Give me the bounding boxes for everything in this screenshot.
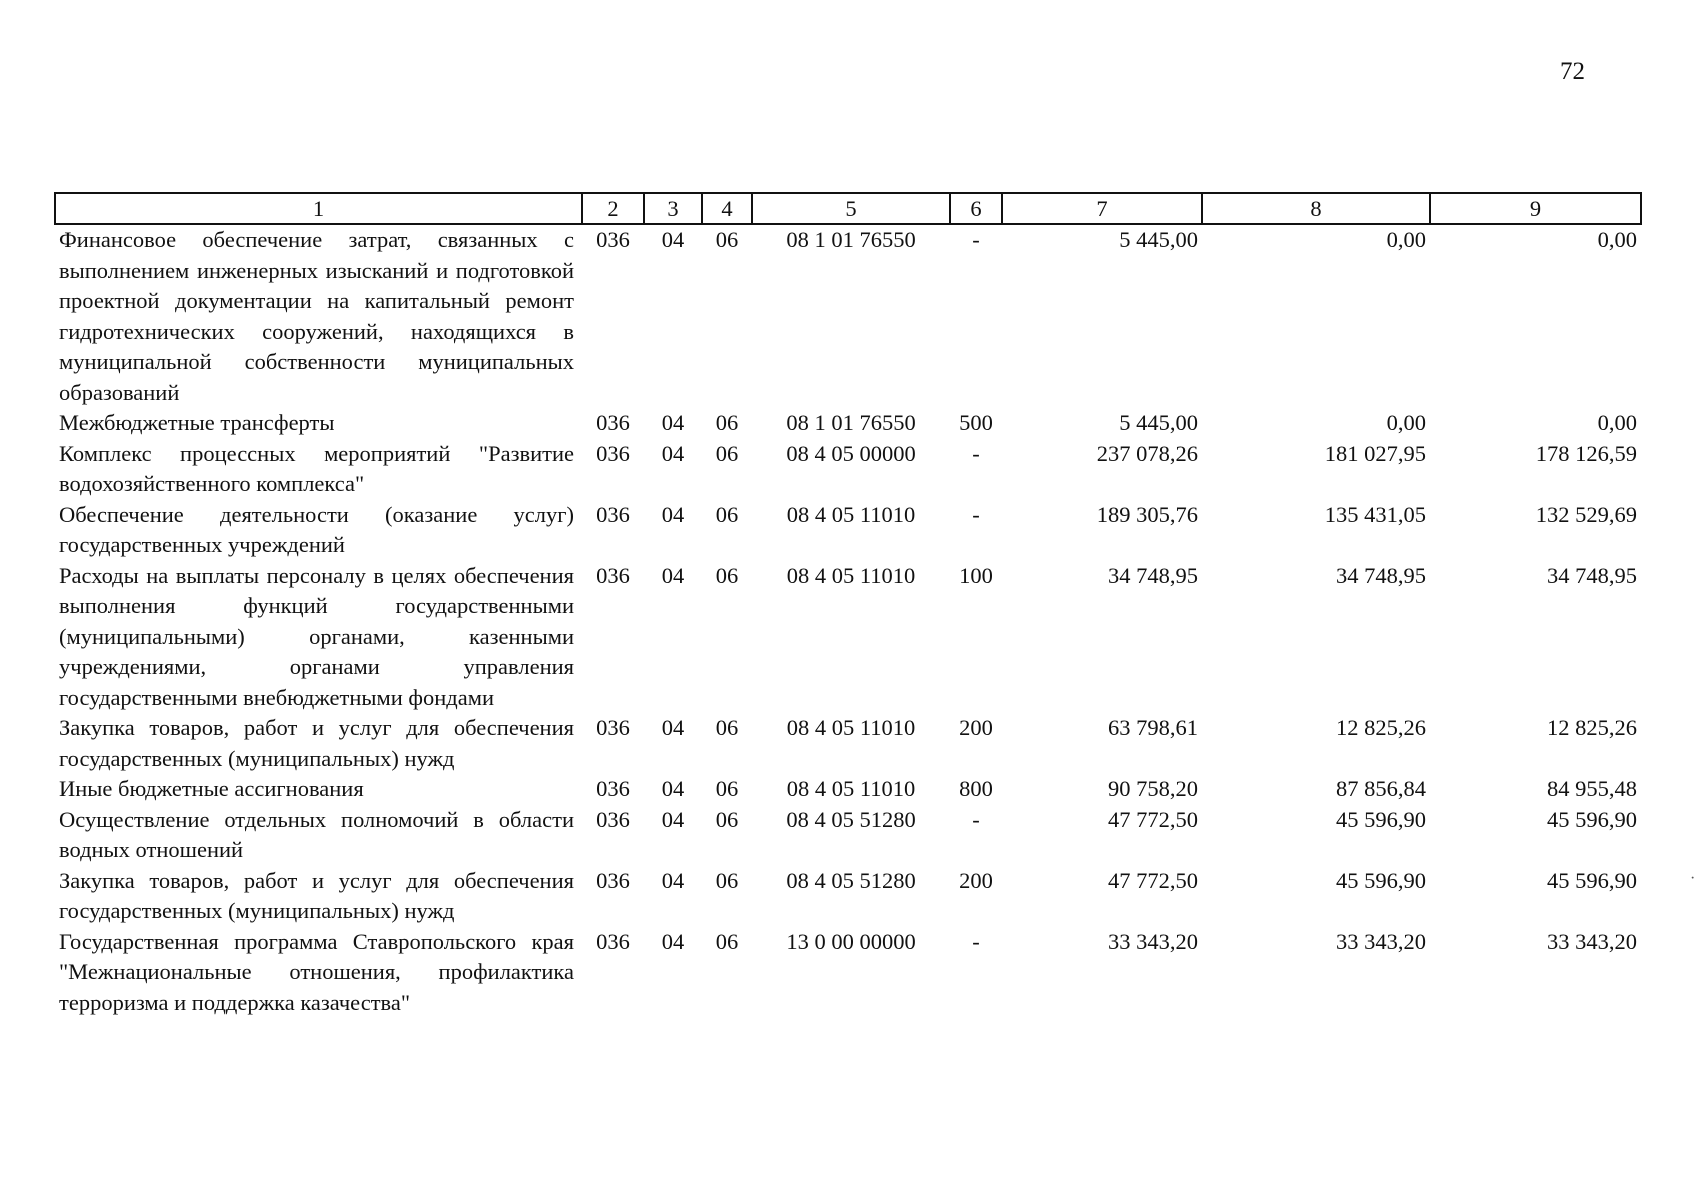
row-name: Обеспечение деятельности (оказание услуг) государственных учреждений (59, 501, 574, 557)
row-admin-code: 036 (596, 227, 630, 252)
row-amount-7: 33 343,20 (1108, 928, 1198, 954)
row-target-article: 08 4 05 51280 (786, 806, 916, 832)
header-col-5: 5 (752, 193, 950, 224)
row-admin-code: 036 (596, 440, 630, 466)
row-amount-8: 33 343,20 (1336, 928, 1426, 954)
row-expense-type: - (972, 227, 980, 252)
row-expense-type: 200 (959, 867, 993, 893)
row-target-article: 13 0 00 00000 (786, 928, 916, 954)
row-section: 04 (661, 562, 685, 588)
row-target-article: 08 4 05 11010 (786, 715, 916, 740)
row-amount-9: 34 748,95 (1547, 562, 1637, 588)
row-amount-7: 90 758,20 (1108, 776, 1198, 801)
header-col-2: 2 (582, 193, 644, 224)
row-section: 04 (661, 928, 685, 954)
header-col-1: 1 (55, 193, 582, 224)
row-amount-7: 47 772,50 (1108, 867, 1198, 893)
row-expense-type: - (972, 806, 980, 832)
row-subsection: 06 (715, 776, 739, 801)
page-number: 72 (1560, 58, 1585, 85)
row-amount-8: 34 748,95 (1336, 562, 1426, 588)
row-amount-7: 189 305,76 (1096, 501, 1198, 527)
table-body (55, 224, 1641, 1018)
row-admin-code: 036 (596, 928, 630, 954)
row-amount-9: 0,00 (1597, 410, 1637, 435)
row-subsection: 06 (715, 806, 739, 832)
row-amount-9: 0,00 (1597, 227, 1637, 252)
row-expense-type: 200 (959, 715, 993, 740)
table-header (55, 193, 1641, 224)
row-section: 04 (661, 227, 685, 252)
header-col-8: 8 (1202, 193, 1430, 224)
row-amount-9: 45 596,90 (1547, 867, 1637, 893)
row-amount-8: 0,00 (1386, 410, 1426, 435)
row-admin-code: 036 (596, 776, 630, 801)
row-amount-9: 132 529,69 (1535, 501, 1637, 527)
row-amount-8: 135 431,05 (1324, 501, 1426, 527)
row-name: Закупка товаров, работ и услуг для обеспечения государственных (муниципальных) нужд (59, 715, 574, 771)
row-section: 04 (661, 776, 685, 801)
row-admin-code: 036 (596, 806, 630, 832)
row-amount-9: 45 596,90 (1547, 806, 1637, 832)
row-name: Комплекс процессных мероприятий "Развитие водохозяйственного комплекса" (59, 440, 574, 496)
table-row (55, 500, 1641, 561)
row-name: Государственная программа Ставропольского края "Межнациональные отношения, профилактика терроризма и поддержка казачества" (59, 928, 574, 1015)
row-amount-7: 5 445,00 (1119, 410, 1198, 435)
budget-table-container (54, 192, 1640, 1018)
row-expense-type: - (972, 928, 980, 954)
row-target-article: 08 1 01 76550 (786, 410, 916, 435)
row-name: Закупка товаров, работ и услуг для обеспечения государственных (муниципальных) нужд (59, 867, 574, 923)
table-row (55, 439, 1641, 500)
table-row (55, 561, 1641, 714)
row-target-article: 08 4 05 11010 (786, 501, 916, 527)
row-admin-code: 036 (596, 562, 630, 588)
row-expense-type: 100 (959, 562, 993, 588)
row-amount-9: 33 343,20 (1547, 928, 1637, 954)
table-row (55, 408, 1641, 439)
row-section: 04 (661, 440, 685, 466)
table-row (55, 774, 1641, 805)
header-col-4: 4 (702, 193, 752, 224)
scan-artifact-mark: · (1690, 870, 1696, 887)
row-name: Межбюджетные трансферты (59, 410, 335, 435)
row-subsection: 06 (715, 867, 739, 893)
row-admin-code: 036 (596, 410, 630, 435)
row-expense-type: 500 (959, 410, 993, 435)
row-amount-8: 0,00 (1386, 227, 1426, 252)
table-row (55, 713, 1641, 774)
table-row (55, 866, 1641, 927)
row-amount-9: 84 955,48 (1547, 776, 1637, 801)
header-row (55, 193, 1641, 224)
row-amount-7: 34 748,95 (1108, 562, 1198, 588)
row-subsection: 06 (715, 410, 739, 435)
header-col-7: 7 (1002, 193, 1202, 224)
row-expense-type: - (972, 440, 980, 466)
row-amount-7: 237 078,26 (1096, 440, 1198, 466)
header-col-9: 9 (1430, 193, 1641, 224)
row-amount-8: 45 596,90 (1336, 867, 1426, 893)
table-row (55, 927, 1641, 1019)
row-target-article: 08 1 01 76550 (786, 227, 916, 252)
row-subsection: 06 (715, 501, 739, 527)
row-amount-9: 12 825,26 (1547, 715, 1637, 740)
row-section: 04 (661, 867, 685, 893)
table-row (55, 805, 1641, 866)
row-amount-8: 87 856,84 (1336, 776, 1426, 801)
row-subsection: 06 (715, 715, 739, 740)
table-row (55, 224, 1641, 408)
header-col-6: 6 (950, 193, 1002, 224)
row-amount-9: 178 126,59 (1535, 440, 1637, 466)
budget-table (54, 192, 1642, 1018)
row-amount-8: 12 825,26 (1336, 715, 1426, 740)
row-target-article: 08 4 05 11010 (786, 562, 916, 588)
row-subsection: 06 (715, 227, 739, 252)
row-target-article: 08 4 05 00000 (786, 440, 916, 466)
row-subsection: 06 (715, 562, 739, 588)
row-admin-code: 036 (596, 501, 630, 527)
row-expense-type: - (972, 501, 980, 527)
row-amount-7: 5 445,00 (1119, 227, 1198, 252)
row-amount-7: 47 772,50 (1108, 806, 1198, 832)
row-admin-code: 036 (596, 715, 630, 740)
row-admin-code: 036 (596, 867, 630, 893)
row-target-article: 08 4 05 11010 (786, 776, 916, 801)
row-expense-type: 800 (959, 776, 993, 801)
row-amount-7: 63 798,61 (1108, 715, 1198, 740)
row-name: Иные бюджетные ассигнования (59, 776, 364, 801)
row-section: 04 (661, 501, 685, 527)
row-amount-8: 45 596,90 (1336, 806, 1426, 832)
row-subsection: 06 (715, 440, 739, 466)
row-section: 04 (661, 715, 685, 740)
row-target-article: 08 4 05 51280 (786, 867, 916, 893)
row-name: Осуществление отдельных полномочий в области водных отношений (59, 806, 574, 862)
row-subsection: 06 (715, 928, 739, 954)
row-section: 04 (661, 410, 685, 435)
row-section: 04 (661, 806, 685, 832)
row-name: Расходы на выплаты персоналу в целях обеспечения выполнения функций государственными (муниципальными) органами, казенными учреждениями, органами управления государственными внебюджетными фондами (59, 562, 574, 710)
row-name: Финансовое обеспечение затрат, связанных с выполнением инженерных изысканий и подготовкой проектной документации на капитальный ремонт гидротехнических сооружений, находящихся в муниципальной собственности муниципальных образований (59, 227, 574, 405)
header-col-3: 3 (644, 193, 702, 224)
row-amount-8: 181 027,95 (1324, 440, 1426, 466)
